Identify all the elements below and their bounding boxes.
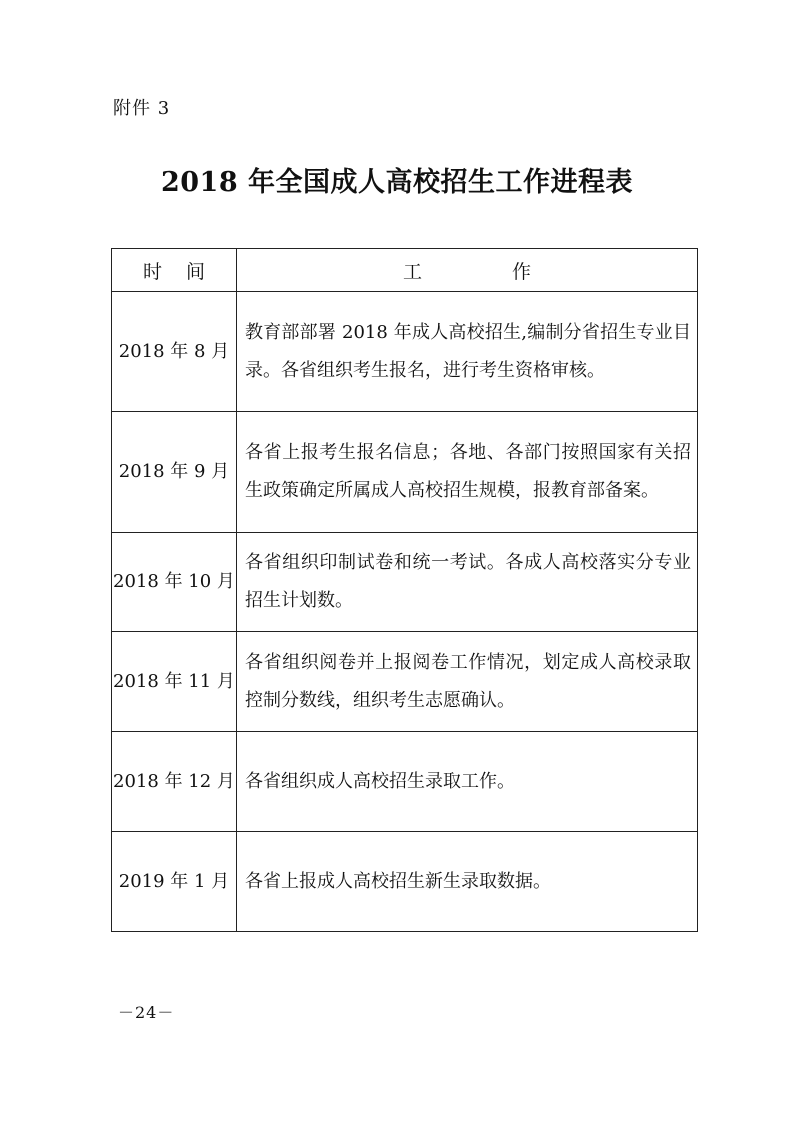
row-work-cell: 各省上报成人高校招生新生录取数据。 (237, 832, 698, 932)
row-time-cell: 2018 年 8 月 (112, 292, 237, 412)
row-time-cell: 2018 年 9 月 (112, 412, 237, 533)
header-work (237, 249, 698, 292)
header-row (112, 249, 698, 292)
row-work-cell: 各省上报考生报名信息；各地、各部门按照国家有关招生政策确定所属成人高校招生规模，报教育部备案。 (237, 412, 698, 533)
table-row (112, 412, 698, 533)
table-row (112, 832, 698, 932)
table-header (112, 249, 698, 292)
header-time-label: 时间 (142, 260, 229, 283)
document-title: 2018 年全国成人高校招生工作进程表 (160, 167, 634, 198)
row-work-cell: 各省组织阅卷并上报阅卷工作情况，划定成人高校录取控制分数线，组织考生志愿确认。 (237, 632, 698, 732)
row-time-cell: 2018 年 12 月 (112, 732, 237, 832)
row-work-cell: 各省组织成人高校招生录取工作。 (237, 732, 698, 832)
row-time-cell: 2018 年 10 月 (112, 533, 237, 632)
row-time-cell: 2018 年 11 月 (112, 632, 237, 732)
table-body (112, 292, 698, 932)
schedule-table (111, 248, 698, 932)
table-row (112, 732, 698, 832)
row-time-cell: 2019 年 1 月 (112, 832, 237, 932)
row-work-cell: 各省组织印制试卷和统一考试。各成人高校落实分专业招生计划数。 (237, 533, 698, 632)
table-row (112, 632, 698, 732)
attachment-label: 附件 3 (113, 98, 171, 119)
row-work-cell: 教育部部署 2018 年成人高校招生,编制分省招生专业目录。各省组织考生报名，进行考生资格审核。 (237, 292, 698, 412)
header-work-label: 工作 (402, 260, 621, 283)
page-number: －24－ (118, 1003, 175, 1022)
table-row (112, 533, 698, 632)
table-row (112, 292, 698, 412)
header-time (112, 249, 237, 292)
